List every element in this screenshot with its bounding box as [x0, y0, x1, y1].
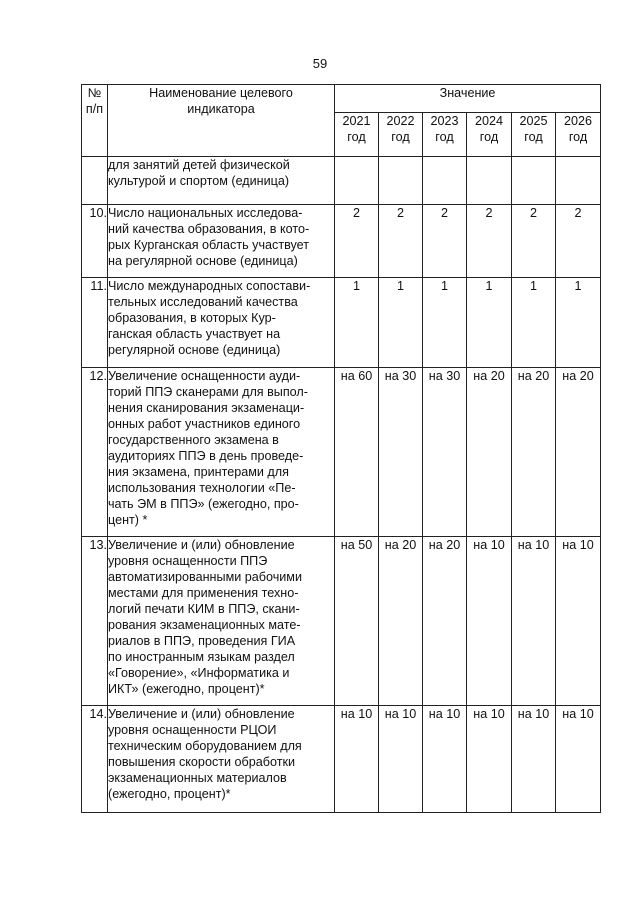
header-year-0 [335, 113, 379, 157]
indicator-name-line: Увеличение оснащенности ауди- [108, 369, 301, 383]
indicator-value-2026: на 10 [556, 537, 601, 706]
table-row [82, 278, 601, 368]
indicator-name-line: на регулярной основе (единица) [108, 254, 298, 268]
indicator-name-line: торий ППЭ сканерами для выпол- [108, 385, 308, 399]
indicator-value-2026 [556, 157, 601, 205]
header-year-label: 2021 [342, 114, 371, 128]
header-year-label: 2026 [564, 114, 593, 128]
indicator-value-2023: 2 [423, 205, 467, 278]
indicator-name-line: ния экзамена, принтерами для [108, 465, 289, 479]
indicator-value-2026: 1 [556, 278, 601, 368]
indicator-name-line: (ежегодно, процент)* [108, 787, 231, 801]
indicator-name-line: уровня оснащенности РЦОИ [108, 723, 277, 737]
indicator-name-line: нения сканирования экзаменаци- [108, 401, 305, 415]
indicator-value-2024 [467, 157, 512, 205]
indicator-name-line: ний качества образования, в кото- [108, 222, 310, 236]
header-year-5 [556, 113, 601, 157]
page-number: 59 [312, 56, 328, 71]
indicator-value-2022: 1 [379, 278, 423, 368]
header-year-label: 2023 [430, 114, 459, 128]
indicator-value-2025: на 10 [512, 706, 556, 813]
indicator-name-line: экзаменационных материалов [108, 771, 287, 785]
indicator-name-line: цент) * [108, 513, 148, 527]
indicator-value-2025 [512, 157, 556, 205]
indicator-value-2025: 1 [512, 278, 556, 368]
indicator-name-line: риалов в ППЭ, проведения ГИА [108, 634, 296, 648]
indicator-value-2021: 2 [335, 205, 379, 278]
table-row [82, 368, 601, 537]
indicator-name-line: логий печати КИМ в ППЭ, скани- [108, 602, 300, 616]
table-row [82, 157, 601, 205]
indicator-name-line: Увеличение и (или) обновление [108, 538, 295, 552]
header-year-unit: год [391, 130, 410, 144]
indicator-value-2024: 2 [467, 205, 512, 278]
indicator-name-line: культурой и спортом (единица) [108, 174, 290, 188]
indicator-value-2026: на 10 [556, 706, 601, 813]
indicator-value-2021: на 60 [335, 368, 379, 537]
row-number: 12. [82, 368, 108, 537]
indicator-value-2025: 2 [512, 205, 556, 278]
indicator-name-line: «Говорение», «Информатика и [108, 666, 290, 680]
header-year-unit: год [524, 130, 543, 144]
indicator-name-line: уровня оснащенности ППЭ [108, 554, 268, 568]
indicator-value-2024: на 10 [467, 537, 512, 706]
indicator-value-2024: 1 [467, 278, 512, 368]
indicator-name-line: техническим оборудованием для [108, 739, 302, 753]
indicator-value-2021 [335, 157, 379, 205]
indicator-name-line: рых Курганская область участвует [108, 238, 310, 252]
indicator-name-line: ганская область участвует на [108, 327, 281, 341]
header-year-3 [467, 113, 512, 157]
indicator-name [108, 537, 335, 706]
indicator-value-2021: на 50 [335, 537, 379, 706]
indicator-value-2022: 2 [379, 205, 423, 278]
indicator-name-line: местами для применения техно- [108, 586, 299, 600]
indicator-value-2026: 2 [556, 205, 601, 278]
header-year-unit: год [479, 130, 499, 144]
table-row [82, 537, 601, 706]
indicator-name-line: онных работ участников единого [108, 417, 301, 431]
header-year-unit: год [435, 130, 454, 144]
indicator-name [108, 205, 335, 278]
indicator-name [108, 706, 335, 813]
indicator-value-2024: на 10 [467, 706, 512, 813]
table-row [82, 205, 601, 278]
header-year-label: 2025 [519, 114, 548, 128]
indicator-value-2021: 1 [335, 278, 379, 368]
indicator-name-line: рования экзаменационных мате- [108, 618, 301, 632]
indicator-value-2023: на 30 [423, 368, 467, 537]
indicator-name [108, 278, 335, 368]
row-number: 13. [82, 537, 108, 706]
indicator-name-line: государственного экзамена в [108, 433, 279, 447]
indicator-value-2022: на 30 [379, 368, 423, 537]
indicator-name-line: использования технологии «Пе- [108, 481, 296, 495]
indicator-value-2022 [379, 157, 423, 205]
header-year-unit: год [568, 130, 588, 144]
indicator-name-line: аудиториях ППЭ в день проведе- [108, 449, 304, 463]
indicator-name-line: образования, в которых Кур- [108, 311, 276, 325]
table-body [82, 157, 601, 813]
row-number: 10. [82, 205, 108, 278]
row-number: 14. [82, 706, 108, 813]
indicator-name-line: Увеличение и (или) обновление [108, 707, 295, 721]
indicator-name-line: по иностранным языкам раздел [108, 650, 295, 664]
header-year-label: 2024 [474, 114, 504, 128]
header-year-unit: год [347, 130, 366, 144]
indicator-name-line: автоматизированными рабочими [108, 570, 302, 584]
indicator-value-2023 [423, 157, 467, 205]
header-year-2 [423, 113, 467, 157]
indicator-value-2023: 1 [423, 278, 467, 368]
indicator-name-line: повышения скорости обработки [108, 755, 296, 769]
indicator-name-line: Число международных сопостави- [108, 279, 311, 293]
indicator-name [108, 157, 335, 205]
indicator-value-2022: на 10 [379, 706, 423, 813]
row-number: 11. [82, 278, 108, 368]
indicator-value-2025: на 10 [512, 537, 556, 706]
indicator-name-line: регулярной основе (единица) [108, 343, 281, 357]
indicator-value-2022: на 20 [379, 537, 423, 706]
header-year-label: 2022 [386, 114, 415, 128]
header-year-4 [512, 113, 556, 157]
indicator-name-line: Число национальных исследова- [108, 206, 303, 220]
row-number [82, 157, 108, 205]
indicator-value-2021: на 10 [335, 706, 379, 813]
indicator-value-2023: на 20 [423, 537, 467, 706]
indicator-name-line: для занятий детей физической [108, 158, 290, 172]
header-indicator-name: Наименование целевого индикатора [108, 85, 335, 157]
indicators-table [81, 84, 601, 813]
table-header [82, 85, 601, 157]
indicator-value-2026: на 20 [556, 368, 601, 537]
indicator-name-line: ИКТ» (ежегодно, процент)* [108, 682, 265, 696]
header-value: Значение [335, 85, 601, 113]
indicator-name-line: чать ЭМ в ППЭ» (ежегодно, про- [108, 497, 299, 511]
header-number: № п/п [82, 85, 108, 157]
indicator-value-2024: на 20 [467, 368, 512, 537]
indicator-name-line: тельных исследований качества [108, 295, 298, 309]
indicator-value-2023: на 10 [423, 706, 467, 813]
header-year-1 [379, 113, 423, 157]
table-row [82, 706, 601, 813]
indicator-value-2025: на 20 [512, 368, 556, 537]
indicator-name [108, 368, 335, 537]
